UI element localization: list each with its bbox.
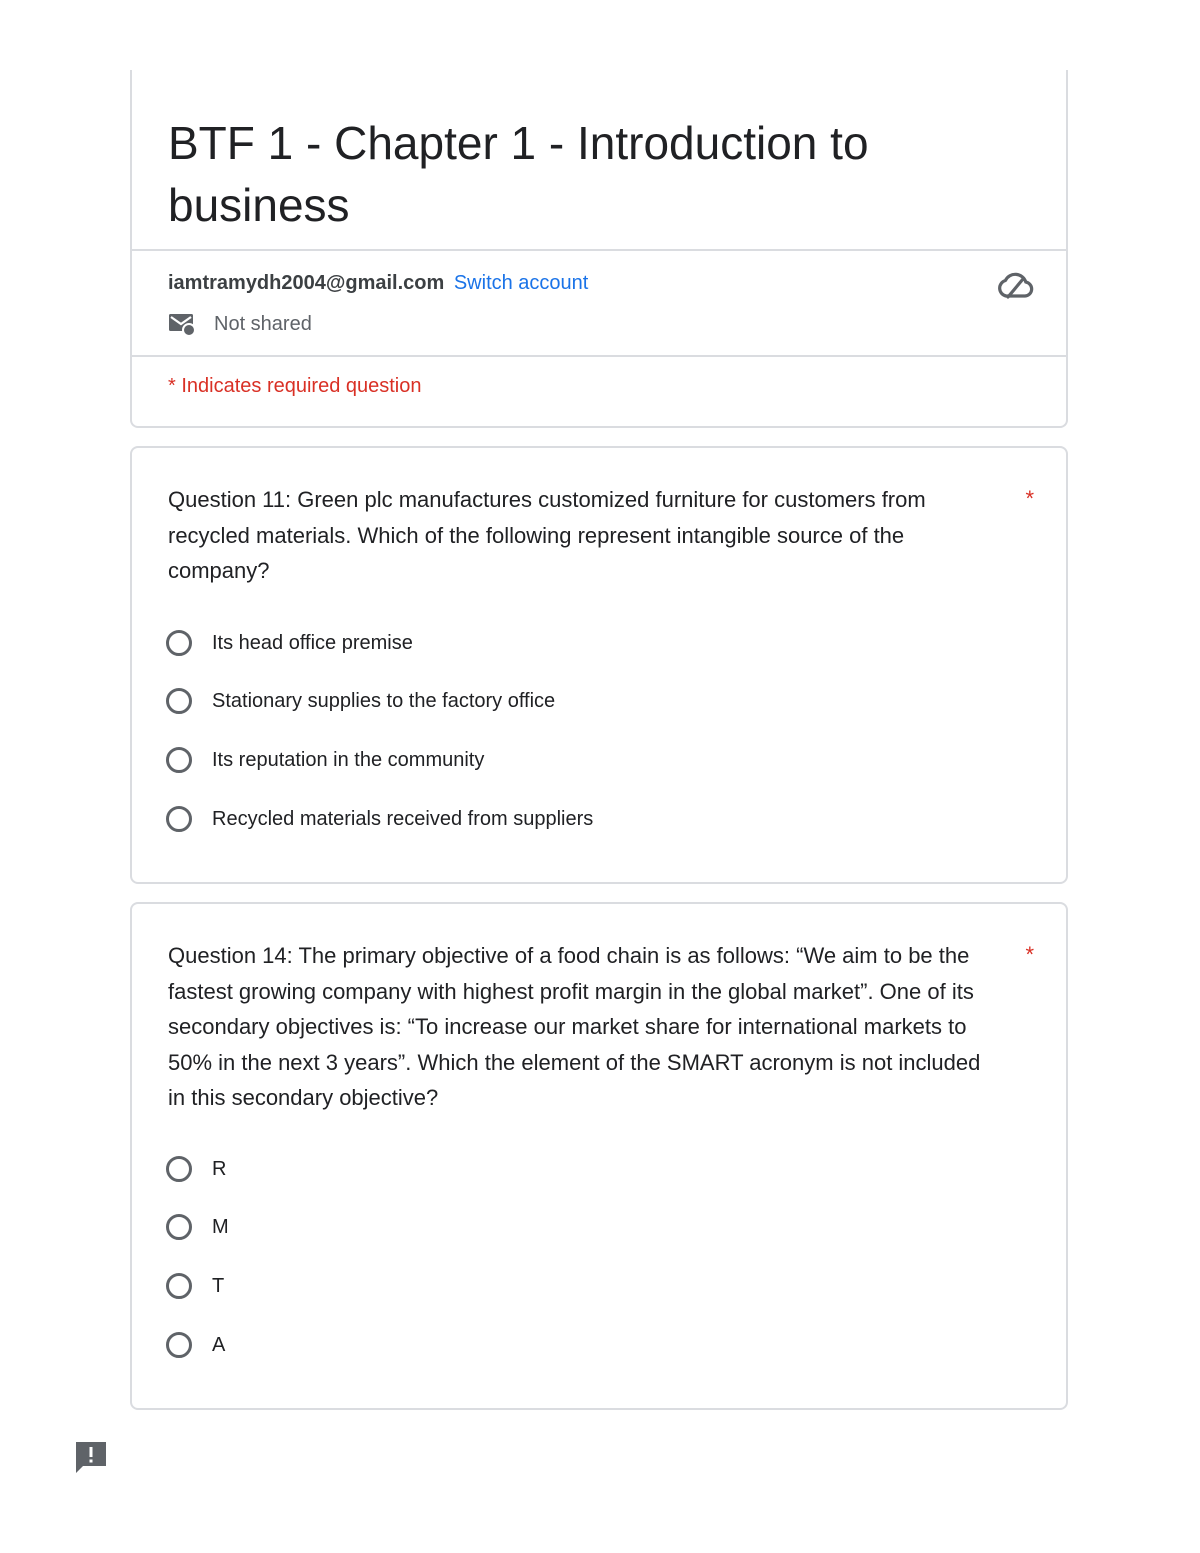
- radio-option[interactable]: [166, 802, 593, 836]
- radio-circle[interactable]: [166, 1332, 192, 1358]
- question-card-14: [130, 902, 1068, 1410]
- radio-circle[interactable]: [166, 747, 192, 773]
- option-label: M: [212, 1215, 229, 1238]
- form-header-card: [130, 70, 1068, 428]
- option-label: Stationary supplies to the factory office: [212, 689, 556, 712]
- shared-status-text: Not shared: [214, 312, 312, 335]
- radio-circle[interactable]: [166, 688, 192, 714]
- form-title: BTF 1 - Chapter 1 - Introduction to business: [168, 117, 869, 231]
- required-star: *: [1025, 486, 1034, 511]
- switch-account-link[interactable]: Switch account: [453, 272, 589, 294]
- radio-circle[interactable]: [166, 1214, 192, 1240]
- radio-circle[interactable]: [166, 630, 192, 656]
- cloud-saved-icon: [996, 270, 1034, 302]
- radio-circle[interactable]: [166, 806, 192, 832]
- option-label: Its reputation in the community: [212, 748, 485, 771]
- radio-option[interactable]: [166, 1152, 226, 1186]
- mail-not-shared-icon: [168, 312, 196, 336]
- radio-option[interactable]: [166, 684, 555, 718]
- question-card-11: [130, 446, 1068, 884]
- option-label: R: [212, 1157, 227, 1180]
- radio-circle[interactable]: [166, 1273, 192, 1299]
- radio-option[interactable]: [166, 743, 484, 777]
- option-label: Recycled materials received from suppliers: [212, 807, 594, 830]
- required-star: *: [1025, 942, 1034, 967]
- radio-option[interactable]: [166, 1328, 225, 1362]
- question-text: Question 14: The primary objective of a food chain is as follows: “We aim to be the fastest growing company with highest profit margin in the global market”. One of its secondary objectives is: “To increase our market share for international markets to 50% in the next 3 years”. Which the element of the SMART acronym is not included in this secondary objective?: [168, 943, 981, 1110]
- option-label: T: [212, 1274, 225, 1297]
- header-divider: [132, 249, 1066, 251]
- radio-option[interactable]: [166, 1210, 229, 1244]
- option-label: Its head office premise: [212, 631, 413, 654]
- report-feedback-icon[interactable]: [74, 1440, 108, 1474]
- header-divider-2: [132, 355, 1066, 357]
- account-email: iamtramydh2004@gmail.com: [168, 272, 445, 294]
- shared-status: [168, 310, 312, 338]
- radio-option[interactable]: [166, 1269, 224, 1303]
- option-label: A: [212, 1333, 226, 1356]
- required-note: * Indicates required question: [168, 375, 422, 397]
- radio-option[interactable]: [166, 626, 413, 660]
- radio-circle[interactable]: [166, 1156, 192, 1182]
- account-line: [168, 270, 588, 296]
- question-text: Question 11: Green plc manufactures customized furniture for customers from recycled materials. Which of the following represent intangible source of the company?: [168, 487, 926, 583]
